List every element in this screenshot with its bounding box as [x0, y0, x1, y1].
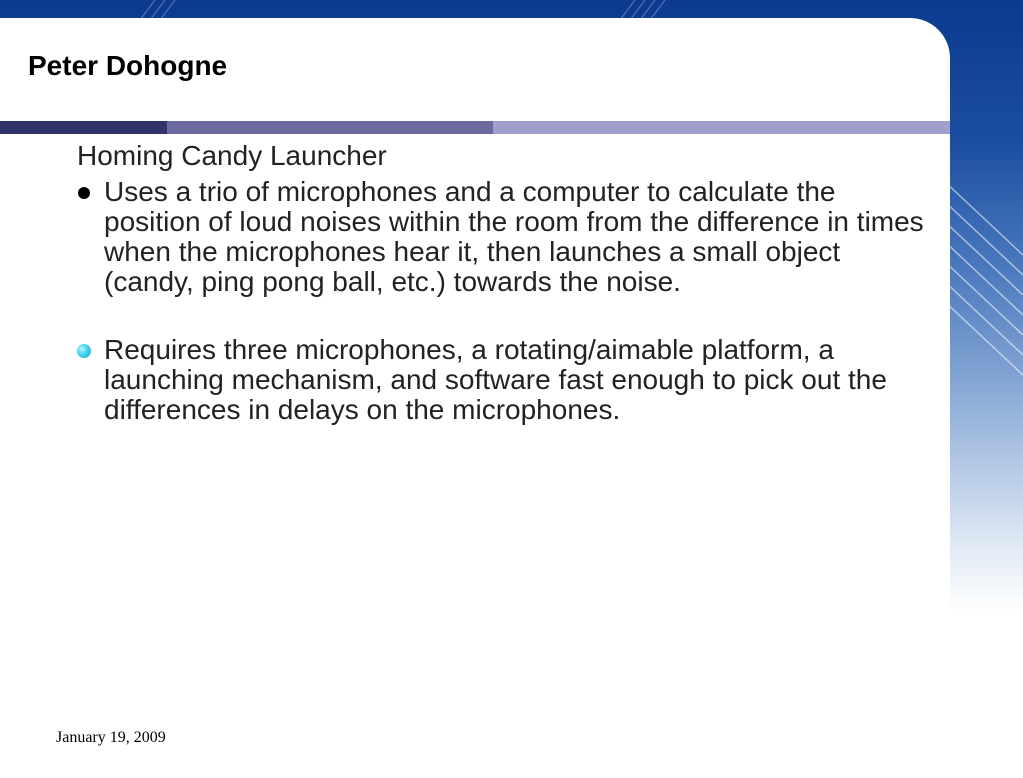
- title-bar-segment-1: [0, 121, 167, 134]
- background-streaks-top: [80, 0, 780, 20]
- bullet-orb-icon: [77, 344, 91, 358]
- bullet-item: [77, 335, 937, 425]
- title-bar-segment-3: [493, 121, 950, 134]
- bullet-text: Requires three microphones, a rotating/aimable platform, a launching mechanism, and software fast enough to pick out the differences in delays on the microphones.: [104, 334, 887, 425]
- slide-subtitle: Homing Candy Launcher: [77, 140, 387, 171]
- bullet-text: Uses a trio of microphones and a computer to calculate the position of loud noises within the room from the difference in times when the microphones hear it, then launches a small object (candy, ping pong ball, etc.) towards the noise.: [104, 176, 924, 297]
- bullet-item: [77, 177, 937, 297]
- bullet-dot-icon: [78, 187, 90, 199]
- slide-title: Peter Dohogne: [28, 50, 228, 81]
- footer-date: January 19, 2009: [56, 729, 166, 746]
- background-streaks-right: [943, 160, 1023, 380]
- title-bar-segment-2: [167, 121, 493, 134]
- slide-body: [77, 141, 937, 425]
